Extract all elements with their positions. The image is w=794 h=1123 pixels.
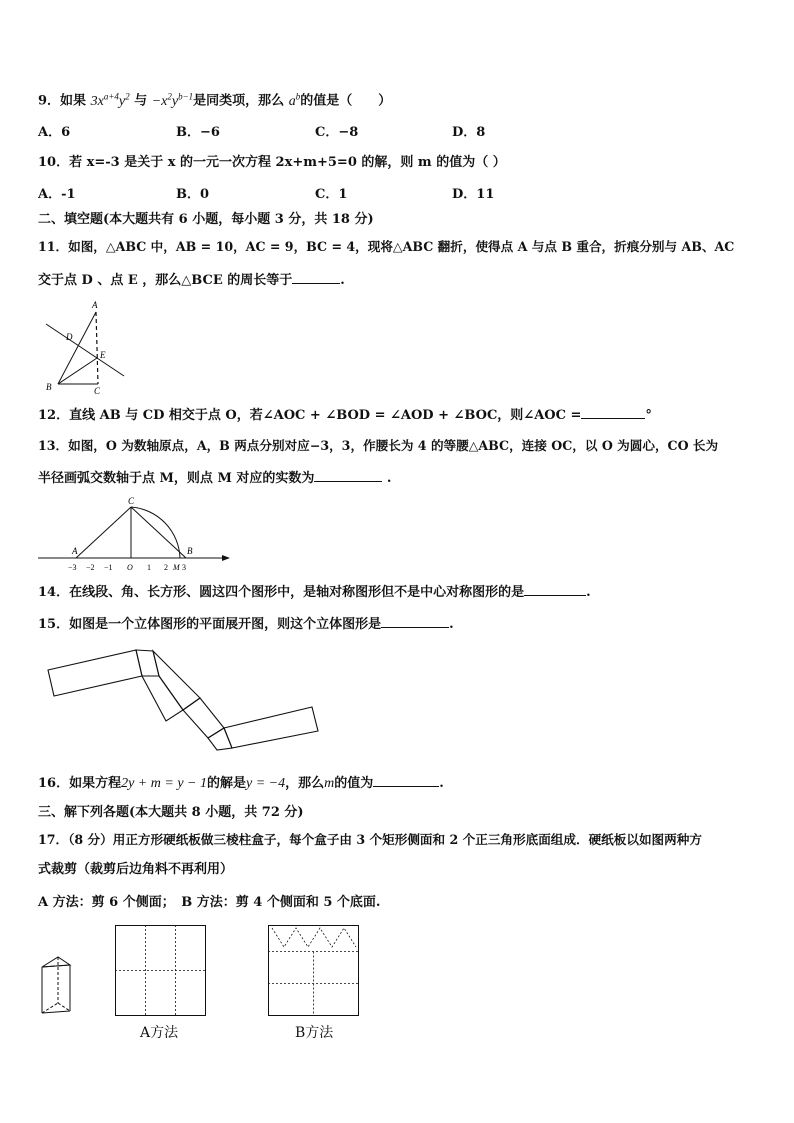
q10-option-d: D．11 bbox=[452, 187, 495, 202]
q15-net-figure bbox=[40, 640, 330, 756]
question-17-line1: 17．（8 分）用正方形硬纸板做三棱柱盒子，每个盒子由 3 个矩形侧面和 2 个正三角形底面组成．硬纸板以如图两种方 bbox=[38, 832, 702, 847]
question-9 bbox=[38, 86, 391, 112]
q11-label-a: A bbox=[92, 300, 98, 310]
q11-triangle-figure bbox=[36, 298, 136, 394]
q13-tick-neg3: −3 bbox=[68, 563, 77, 572]
q9-option-a: A．6 bbox=[38, 125, 71, 140]
q17-prism-figure bbox=[38, 955, 78, 1019]
q11-label-b: B bbox=[46, 382, 52, 392]
question-15: 15．如图是一个立体图形的平面展开图，则这个立体图形是 . bbox=[38, 613, 454, 635]
question-10: 10．若 x=-3 是关于 x 的一元一次方程 2x+m+5=0 的解，则 m 的值为（ ） bbox=[38, 155, 506, 170]
question-11-line1: 11．如图，△ABC 中，AB = 10，AC = 9，BC = 4，现将△ABC 翻折，使得点 A 与点 B 重合，折痕分别与 AB、AC bbox=[38, 239, 735, 254]
q9-term3: $a^b$ bbox=[288, 91, 301, 109]
q17-caption-a: A方法 bbox=[140, 1025, 179, 1041]
q9-term2: $-x^2y^{b-1}$ bbox=[151, 91, 194, 109]
q11-label-c: C bbox=[94, 386, 101, 394]
q13-point-c: C bbox=[128, 496, 135, 506]
question-13-line2: 半径画弧交数轴于点 M，则点 M 对应的实数为 . bbox=[38, 467, 391, 489]
q13-tick-neg2: −2 bbox=[86, 563, 95, 572]
q17-caption-b: B方法 bbox=[295, 1025, 334, 1041]
q10-option-c: C．1 bbox=[315, 187, 348, 202]
q9-tail: 的值是（ ） bbox=[300, 93, 392, 109]
q10-option-b: B．0 bbox=[176, 187, 210, 202]
q12-answer-blank[interactable] bbox=[581, 404, 645, 419]
question-14: 14．在线段、角、长方形、圆这四个图形中，是轴对称图形但不是中心对称图形的是 . bbox=[38, 581, 591, 603]
q15-answer-blank[interactable] bbox=[381, 613, 449, 628]
q13-tick-neg1: −1 bbox=[104, 563, 113, 572]
q9-term1: $3x^{a+4}y^2$ bbox=[90, 91, 130, 109]
question-16: 16．如果方程2y + m = y − 1的解是y = −4，那么m的值为 . bbox=[38, 772, 444, 794]
q13-point-b: B bbox=[187, 546, 193, 556]
q11-answer-blank[interactable] bbox=[292, 269, 340, 284]
q13-tick-3: 3 bbox=[182, 563, 186, 572]
q17-method-a-board bbox=[115, 925, 207, 1017]
q9-pre: 如果 bbox=[60, 93, 87, 109]
q11-label-d: D bbox=[66, 332, 73, 342]
q9-option-d: D．8 bbox=[452, 125, 486, 140]
question-12: 12．直线 AB 与 CD 相交于点 O，若∠AOC + ∠BOD = ∠AOD + ∠BOC，则∠AOC = ° bbox=[38, 404, 652, 426]
q13-tick-2: 2 bbox=[164, 563, 168, 572]
q10-option-a: A．-1 bbox=[38, 187, 76, 202]
section-2-heading: 二、填空题(本大题共有 6 小题，每小题 3 分，共 18 分) bbox=[38, 212, 374, 227]
q11-label-e: E bbox=[100, 350, 106, 360]
section-3-heading: 三、解下列各题(本大题共 8 小题，共 72 分) bbox=[38, 805, 304, 820]
q14-answer-blank[interactable] bbox=[524, 581, 586, 596]
question-17-line3: A 方法：剪 6 个侧面； B 方法：剪 4 个侧面和 5 个底面. bbox=[38, 895, 381, 910]
q9-option-b: B．−6 bbox=[176, 125, 220, 140]
question-13-line1: 13．如图，O 为数轴原点，A，B 两点分别对应−3，3，作腰长为 4 的等腰△ABC，连接 OC，以 O 为圆心，CO 长为 bbox=[38, 438, 719, 453]
q9-number: 9． bbox=[38, 93, 61, 109]
q13-tick-m: M bbox=[173, 563, 180, 572]
q9-option-c: C．−8 bbox=[315, 125, 359, 140]
q9-mid: 与 bbox=[134, 93, 148, 109]
q13-answer-blank[interactable] bbox=[314, 467, 382, 482]
question-11-line2: 交于点 D 、点 E ，那么△BCE 的周长等于 . bbox=[38, 269, 345, 291]
q13-tick-1: 1 bbox=[147, 563, 151, 572]
q16-answer-blank[interactable] bbox=[373, 772, 439, 787]
q17-method-b-board bbox=[268, 925, 360, 1017]
q9-post: 是同类项，那么 bbox=[193, 93, 285, 109]
q13-tick-origin: O bbox=[127, 563, 133, 572]
q13-point-a: A bbox=[72, 546, 78, 556]
question-17-line2: 式裁剪（裁剪后边角料不再利用） bbox=[38, 862, 234, 877]
q13-number-line-figure bbox=[36, 494, 236, 574]
